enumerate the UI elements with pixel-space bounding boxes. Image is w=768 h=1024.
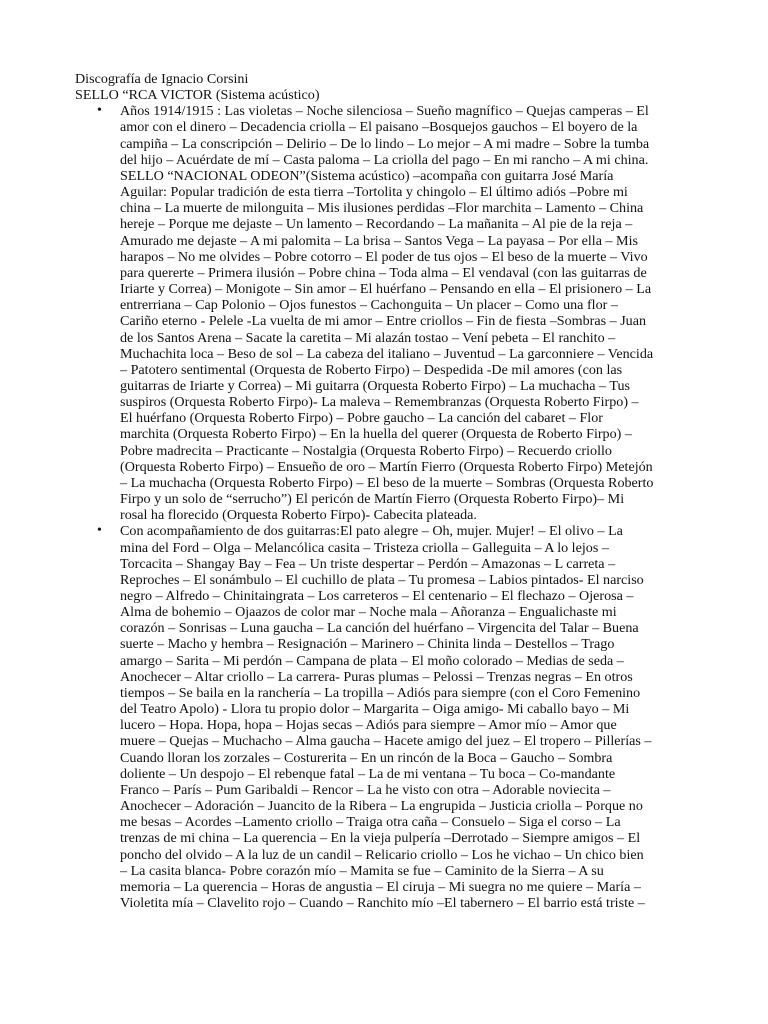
bullet-icon: • [97, 103, 102, 119]
list-item-text: Con acompañamiento de dos guitarras:El pato alegre – Oh, mujer. Mujer! – El olivo – La mina del Ford – Olga – Melancólica casita – Tristeza criolla – Galleguita – A lo lejos – Torcacita – Shangay Bay – Fea – Un triste despertar – Perdón – Amazonas – L carreta – Reproches – El sonámbulo – El cuchillo de plata – Tu promesa – Labios pintados- El narciso negro – Alfredo – Chinitaingrata – Los carreteros – El centenario – El flechazo – Ojerosa – Alma de bohemio – Ojaazos de color mar – Noche mala – Añoranza – Engualichaste mi corazón – Sonrisas – Luna gaucha – La canción del huérfano – Virgencita del Talar – Buena suerte – Macho y hembra – Resignación – Marinero – Chinita linda – Destellos – Trago amargo – Sarita – Mi perdón – Campana de plata – El moño colorado – Medias de seda – Anochecer – Altar criollo – La carrera- Puras plumas – Pelossi – Trenzas negras – En otros tiempos – Se baila en la ranchería – La tropilla – Adiós para siempre (con el Coro Femenino del Teatro Apolo) - Llora tu propio dolor – Margarita – Oiga amigo- Mi caballo bayo – Mi lucero – Hopa. Hopa, hopa – Hojas secas – Adiós para siempre – Amor mío – Amor que muere – Quejas – Muchacho – Alma gaucha – Hacete amigo del juez – El tropero – Pillerías – Cuando lloran los zorzales – Costurerita – En un rincón de la Boca – Gaucho – Sombra doliente – Un despojo – El rebenque fatal – La de mi ventana – Tu boca – Co-mandante Franco – París – Pum Garibaldi – Rencor – La he visto con otra – Adorable noviecita – Anochecer – Adoración – Juancito de la Ribera – La engrupida – Justicia criolla – Porque no me besas – Acordes –Lamento criollo – Traiga otra caña – Consuelo – Siga el corso – La trenzas de mi china – La querencia – En la vieja pulpería –Derrotado – Siempre amigos – El poncho del olvido – A la luz de un candil – Relicario criollo – Los he vichao – Un chico bien – La casita blanca- Pobre corazón mío – Mamita se fue – Caminito de la Sierra – A su memoria – La querencia – Horas de angustia – El ciruja – Mi suegra no me quiere – María – Violetita mía – Clavelito rojo – Cuando – Ranchito mío –El tabernero – El barrio está triste – [120, 523, 652, 911]
discography-list [75, 103, 695, 911]
label-subtitle: SELLO “RCA VICTOR (Sistema acústico) [75, 87, 320, 104]
list-item-text: Años 1914/1915 : Las violetas – Noche silenciosa – Sueño magnífico – Quejas camperas – El amor con el dinero – Decadencia criolla – El paisano –Bosquejos gauchos – El boyero de la campiña – La conscripción – Delirio – De lo lindo – Lo mejor – A mi madre – Sobre la tumba del hijo – Acuérdate de mí – Casta paloma – La criolla del pago – En mi rancho – A mi china. SELLO “NACIONAL ODEON”(Sistema acústico) –acompaña con guitarra José María Aguilar: Popular tradición de esta tierra –Tortolita y chingolo – El último adiós –Pobre mi china – La muerte de milonguita – Mis ilusiones perdidas –Flor marchita – Lamento – China hereje – Porque me dejaste – Un lamento – Recordando – La mañanita – Al pie de la reja – Amurado me dejaste – A mi palomita – La brisa – Santos Vega – La payasa – Por ella – Mis harapos – No me olvides – Pobre cotorro – El poder de tus ojos – El beso de la muerte – Vivo para quererte – Primera ilusión – Pobre china – Toda alma – El vendaval (con las guitarras de Iriarte y Correa) – Monigote – Sin amor – El huérfano – Pensando en ella – El prisionero – La entrerriana – Cap Polonio – Ojos funestos – Cachonguita – Un placer – Como una flor – Cariño eterno - Pelele -La vuelta de mi amor – Entre criollos – Fin de fiesta –Sombras – Juan de los Santos Arena – Sacate la caretita – Mi alazán tostao – Vení pebeta – El ranchito – Muchachita loca – Beso de sol – La cabeza del italiano – Juventud – La garconniere – Vencida – Patotero sentimental (Orquesta de Roberto Firpo) – Despedida -De mil amores (con las guitarras de Iriarte y Correa) – Mi guitarra (Orquesta Roberto Firpo) – La muchacha – Tus suspiros (Orquesta Roberto Firpo)- La maleva – Remembranzas (Orquesta Roberto Firpo) – El huérfano (Orquesta Roberto Firpo) – Pobre gaucho – La canción del cabaret – Flor marchita (Orquesta Roberto Firpo) – En la huella del querer (Orquesta de Roberto Firpo) – Pobre madrecita – Practicante – Nostalgia (Orquesta Roberto Firpo) – Recuerdo criollo (Orquesta Roberto Firpo) – Ensueño de oro – Martín Fierro (Orquesta Roberto Firpo) Metejón – La muchacha (Orquesta Roberto Firpo) – El beso de la muerte – Sombras (Orquesta Roberto Firpo y un solo de “serrucho”) El pericón de Martín Fierro (Orquesta Roberto Firpo)– Mi rosal ha florecido (Orquesta Roberto Firpo)- Cabecita plateada. [120, 103, 654, 524]
document-page [75, 71, 695, 911]
bullet-icon: • [97, 523, 102, 539]
list-item [75, 103, 695, 523]
list-item [75, 523, 695, 911]
document-title: Discografía de Ignacio Corsini [75, 71, 249, 87]
